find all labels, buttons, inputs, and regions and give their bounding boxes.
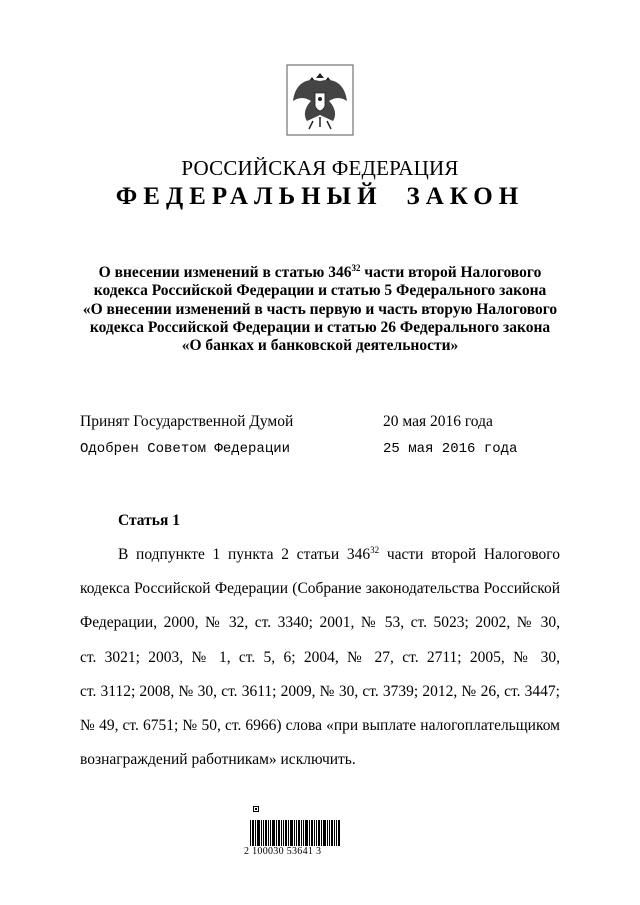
- coat-of-arms-emblem: [285, 63, 355, 137]
- article-heading: Статья 1: [118, 512, 180, 529]
- law-title-line: кодекса Российской Федерации и статью 26 Федерального закона: [89, 318, 551, 336]
- law-type-word-law: ЗАКОН: [406, 183, 525, 210]
- duma-adoption-label: Принят Государственной Думой: [80, 413, 294, 430]
- law-title-line: «О банках и банковской деятельности»: [181, 337, 459, 355]
- paragraph-line: В подпункте 1 пункта 2 статьи $346^{32}$ части второй Налогового: [118, 545, 560, 563]
- paragraph-line: Федерации, 2000, № 32, ст. 3340; 2001, № 53, ст. 5023; 2002, № 30,: [80, 614, 560, 632]
- law-title-line: кодекса Российской Федерации и статью 5 Федерального закона: [93, 282, 547, 300]
- council-approval-date: 25 мая 2016 года: [383, 441, 518, 457]
- duma-adoption-date: 20 мая 2016 года: [383, 413, 493, 430]
- paragraph-line: № 49, ст. 6751; № 50, ст. 6966) слова «при выплате налогоплательщиком: [80, 716, 560, 734]
- barcode-image: [244, 806, 404, 866]
- council-approval-label: Одобрен Советом Федерации: [80, 441, 291, 457]
- article-paragraph: [80, 538, 560, 777]
- law-title-line: О внесении изменений в статью $346^{32}$ части второй Налогового: [98, 263, 542, 281]
- law-title: [60, 264, 580, 355]
- law-type-word-federal: ФЕДЕРАЛЬНЫЙ: [115, 183, 383, 210]
- paragraph-line: вознаграждений работникам» исключить.: [80, 751, 356, 769]
- barcode-number: 2 100030 53641 3: [244, 846, 322, 857]
- law-title-line: «О внесении изменений в часть первую и часть вторую Налогового: [82, 300, 558, 318]
- country-name: РОССИЙСКАЯ ФЕДЕРАЦИЯ: [181, 156, 459, 180]
- paragraph-line: ст. 3021; 2003, № 1, ст. 5, 6; 2004, № 27, ст. 2711; 2005, № 30,: [80, 648, 560, 666]
- paragraph-line: кодекса Российской Федерации (Собрание законодательства Российской: [80, 580, 560, 598]
- law-type-heading: [0, 183, 640, 211]
- paragraph-line: ст. 3112; 2008, № 30, ст. 3611; 2009, № 30, ст. 3739; 2012, № 26, ст. 3447;: [80, 682, 560, 700]
